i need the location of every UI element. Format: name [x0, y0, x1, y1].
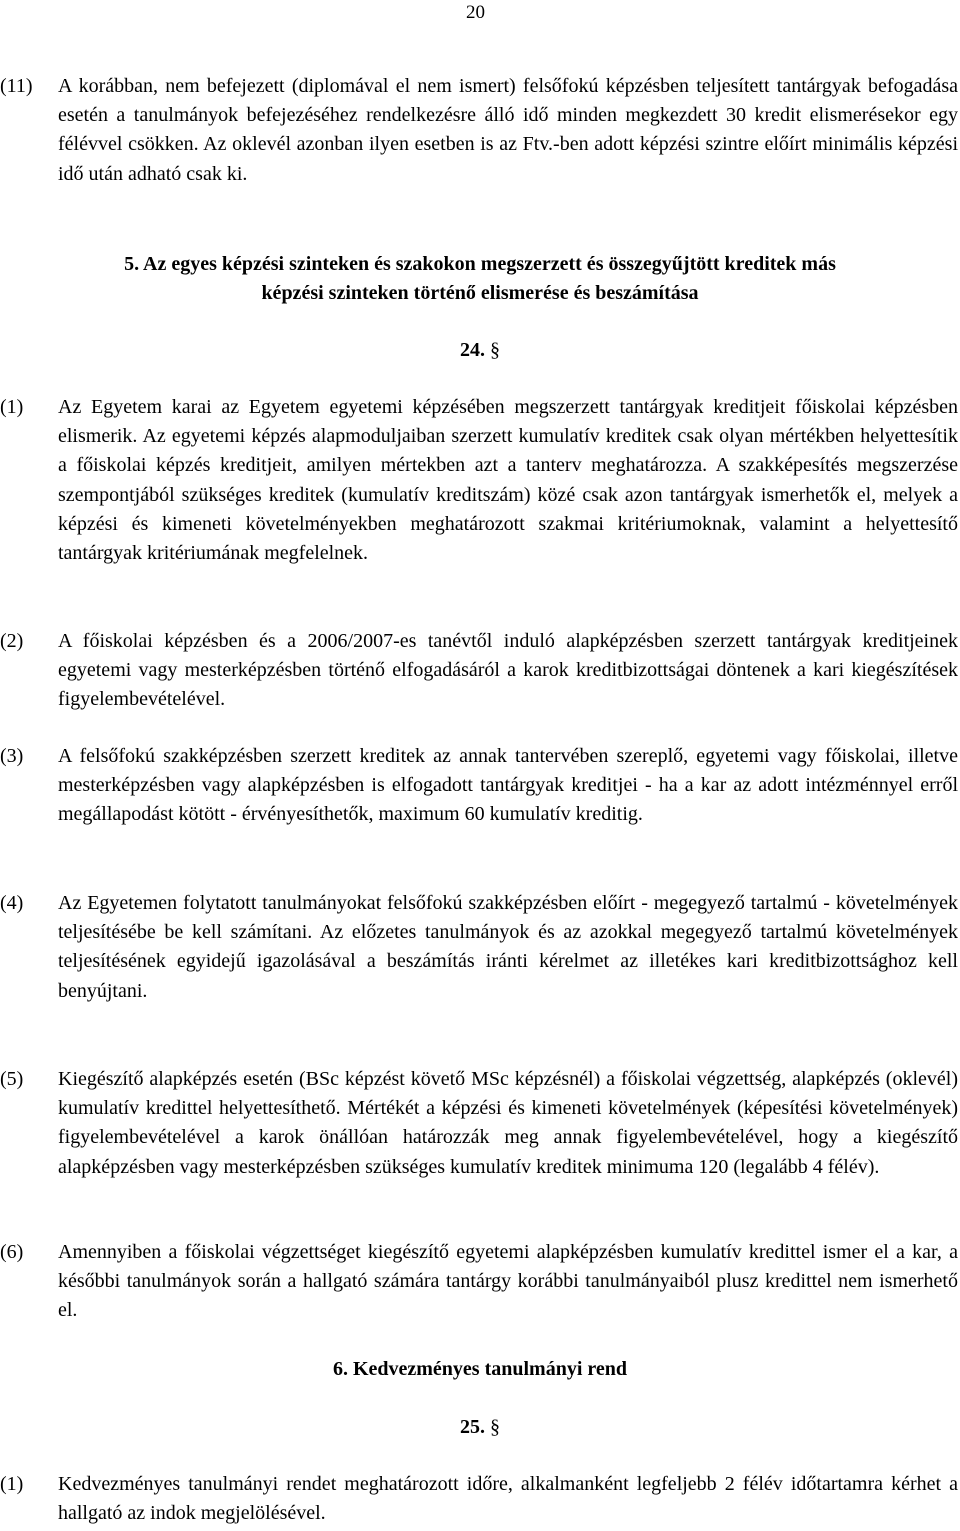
paragraph-11 — [0, 72, 958, 189]
article-24-paragraph-5 — [0, 1065, 958, 1182]
section-sign: § — [490, 1416, 500, 1438]
section-6-title: 6. Kedvezményes tanulmányi rend — [332, 1358, 628, 1380]
paragraph-text: Kiegészítő alapképzés esetén (BSc képzést követő MSc képzésnél) a főiskolai végzettség, alapképzés (oklevél) kumulatív kredittel helyettesíthető. Mértékét a képzési és kimeneti követelmények (képesítési követelmények) figyelembevételével a karok önállóan határozzák meg annak figyelembevételével, hogy a kiegészítő alapképzésben vagy mesterképzésben szükséges kumulatív kreditek minimuma 120 (legalább 4 félév). — [58, 1068, 958, 1178]
article-24-paragraph-3 — [0, 742, 958, 830]
paragraph-number: (6) — [0, 1241, 24, 1263]
paragraph-text: Amennyiben a főiskolai végzettséget kiegészítő egyetemi alapképzésben kumulatív kredittel ismer el a kar, a későbbi tanulmányok során a hallgató számára tantárgy korábbi tanulmányaiból plusz kredittel nem ismerhető el. — [58, 1241, 958, 1322]
article-24-paragraph-1 — [0, 393, 958, 568]
article-number: 24. — [460, 339, 485, 361]
paragraph-number: (1) — [0, 1473, 24, 1495]
section-sign: § — [490, 339, 500, 361]
section-5-title-line-2: képzési szinteken történő elismerése és beszámítása — [261, 282, 699, 304]
paragraph-text: Az Egyetem karai az Egyetem egyetemi képzésében megszerzett tantárgyak kreditjeit főiskolai képzésben elismerik. Az egyetemi képzés alapmoduljaiban szerzett kumulatív kreditek csak olyan mértékben helyettesítik a főiskolai képzés kreditjeit, amilyen mértekben azt a tanterv meghatározza. A szakképesítés megszerzése szempontjából szükséges kreditek (kumulatív kreditszám) közé csak azon tantárgyak ismerhetők el, melyek a képzési és kimeneti követelményekben meghatározott szakmai kritériumoknak, valamint a helyettesítő tantárgyak kritériumának megfelelnek. — [58, 396, 958, 565]
article-24-paragraph-6 — [0, 1238, 958, 1326]
paragraph-text: A korábban, nem befejezett (diplomával el nem ismert) felsőfokú képzésben teljesített tantárgyak befogadása esetén a tanulmányok befejezéséhez rendelkezésre álló idő minden megkezdett 30 kredit elismerésekor egy félévvel csökken. Az oklevél azonban ilyen esetben is az Ftv.-ben adott képzési szintre előírt minimális képzési idő után adható csak ki. — [58, 75, 958, 185]
paragraph-text: A felsőfokú szakképzésben szerzett kreditek az annak tantervében szereplő, egyetemi vagy főiskolai, illetve mesterképzésben vagy alapképzésben is elfogadott tantárgyak kreditjei - ha a kar az adott intézménnyel erről megállapodást kötött - érvényesíthetők, maximum 60 kumulatív kreditig. — [58, 745, 958, 826]
paragraph-number: (4) — [0, 892, 24, 914]
article-24-heading — [0, 336, 960, 365]
paragraph-number: (2) — [0, 630, 24, 652]
section-5-title-line-1: 5. Az egyes képzési szinteken és szakokon megszerzett és összegyűjtött kreditek más — [124, 253, 836, 275]
page-number: 20 — [466, 2, 485, 23]
article-24-paragraph-2 — [0, 627, 958, 715]
paragraph-text: Az Egyetemen folytatott tanulmányokat felsőfokú szakképzésben előírt - megegyező tartalmú - követelmények teljesítésébe be kell számítani. Az előzetes tanulmányok és az azokkal megegyező tartalmú követelmények teljesítésének egyidejű igazolásával a beszámítás iránti kérelmet az illetékes kari kreditbizottsághoz kell benyújtani. — [58, 892, 958, 1002]
paragraph-text: A főiskolai képzésben és a 2006/2007-es tanévtől induló alapképzésben szerzett tantárgyak kreditjeinek egyetemi vagy mesterképzésben történő elfogadásáról a karok kreditbizottságai döntenek a kari kiegészítések figyelembevételével. — [58, 630, 958, 711]
article-25-heading — [0, 1413, 960, 1442]
paragraph-text: Kedvezményes tanulmányi rendet meghatározott időre, alkalmanként legfeljebb 2 félév időtartamra kérhet a hallgató az indok megjelölésével. — [58, 1473, 958, 1525]
paragraph-number: (11) — [0, 75, 33, 97]
article-number: 25. — [460, 1416, 485, 1438]
paragraph-number: (3) — [0, 745, 24, 767]
article-24-paragraph-4 — [0, 889, 958, 1006]
paragraph-number: (1) — [0, 396, 24, 418]
paragraph-number: (5) — [0, 1068, 24, 1090]
article-25-paragraph-1 — [0, 1470, 958, 1528]
